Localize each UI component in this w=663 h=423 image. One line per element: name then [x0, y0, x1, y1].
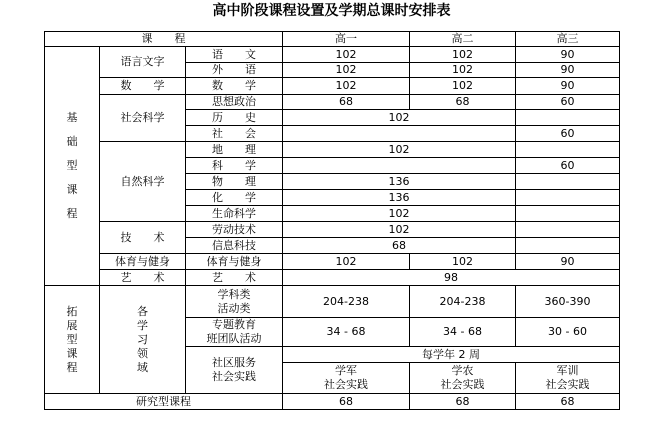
category-natural-science: 自然科学: [99, 141, 186, 222]
arts-hours: 98: [282, 269, 620, 286]
research-grade2: 68: [409, 393, 516, 410]
politics-grade3: 60: [515, 94, 620, 110]
politics-grade1: 68: [282, 94, 410, 110]
geography-grade1-2: 102: [282, 141, 516, 158]
subject-labor-tech: 劳动技术: [185, 221, 283, 238]
extended-courses-label: 拓 展 型 课 程: [44, 285, 100, 394]
chemistry-grade3: [515, 189, 620, 206]
research-grade1: 68: [282, 393, 410, 410]
info-tech-grade3: [515, 237, 620, 254]
header-grade1: 高一: [282, 31, 410, 47]
subject-info-tech: 信息科技: [185, 237, 283, 254]
science-grade3: 60: [515, 157, 620, 174]
header-grade3: 高三: [515, 31, 620, 47]
category-social-science: 社会科学: [99, 94, 186, 142]
subject-physics: 物 理: [185, 173, 283, 190]
politics-grade2: 68: [409, 94, 516, 110]
physics-grade3: [515, 173, 620, 190]
subject-chinese: 语 文: [185, 46, 283, 63]
subject-history: 历 史: [185, 109, 283, 126]
subject-activity-grade2: 204-238: [409, 285, 516, 318]
history-grade3: [515, 109, 620, 126]
community-grade1: 学军 社会实践: [282, 362, 410, 394]
subject-biology: 生命科学: [185, 205, 283, 222]
subject-science: 科 学: [185, 157, 283, 174]
science-grade1-2: [282, 157, 516, 174]
subject-activity-type: 学科类 活动类: [185, 285, 283, 318]
research-courses: 研究型课程: [44, 393, 283, 410]
subject-arts: 艺 术: [185, 269, 283, 286]
society-grade3: 60: [515, 125, 620, 142]
category-arts: 艺 术: [99, 269, 186, 286]
community-grade3: 军训 社会实践: [515, 362, 620, 394]
math-grade2: 102: [409, 77, 516, 95]
topic-club-grade3: 30 - 60: [515, 317, 620, 347]
pe-grade1: 102: [282, 253, 410, 270]
chinese-grade2: 102: [409, 46, 516, 63]
category-pe: 体育与健身: [99, 253, 186, 270]
math-grade3: 90: [515, 77, 620, 95]
all-learning-domains: 各 学 习 领 域: [99, 285, 186, 394]
header-course: 课 程: [44, 31, 283, 47]
topic-club-grade2: 34 - 68: [409, 317, 516, 347]
community-service-practice: 社区服务 社会实践: [185, 346, 283, 394]
pe-grade2: 102: [409, 253, 516, 270]
subject-geography: 地 理: [185, 141, 283, 158]
category-language: 语言文字: [99, 46, 186, 78]
subject-math: 数 学: [185, 77, 283, 95]
foreign-grade1: 102: [282, 62, 410, 78]
subject-activity-grade1: 204-238: [282, 285, 410, 318]
community-per-year: 每学年 2 周: [282, 346, 620, 363]
header-grade2: 高二: [409, 31, 516, 47]
chemistry-hours: 136: [282, 189, 516, 206]
biology-grade3: [515, 205, 620, 222]
community-grade2: 学农 社会实践: [409, 362, 516, 394]
topic-club-grade1: 34 - 68: [282, 317, 410, 347]
pe-grade3: 90: [515, 253, 620, 270]
subject-activity-grade3: 360-390: [515, 285, 620, 318]
foreign-grade3: 90: [515, 62, 620, 78]
math-grade1: 102: [282, 77, 410, 95]
society-grade1-2: [282, 125, 516, 142]
research-grade3: 68: [515, 393, 620, 410]
topic-club-activities: 专题教育 班团队活动: [185, 317, 283, 347]
labor-tech-grade3: [515, 221, 620, 238]
basic-courses-label: 基 础 型 课 程: [44, 46, 100, 286]
history-grade1-2: 102: [282, 109, 516, 126]
category-math: 数 学: [99, 77, 186, 95]
subject-pe: 体育与健身: [185, 253, 283, 270]
info-tech-hours: 68: [282, 237, 516, 254]
foreign-grade2: 102: [409, 62, 516, 78]
subject-politics: 思想政治: [185, 94, 283, 110]
subject-foreign-language: 外 语: [185, 62, 283, 78]
chinese-grade1: 102: [282, 46, 410, 63]
physics-hours: 136: [282, 173, 516, 190]
geography-grade3: [515, 141, 620, 158]
table-title: 高中阶段课程设置及学期总课时安排表: [212, 3, 451, 19]
biology-hours: 102: [282, 205, 516, 222]
subject-chemistry: 化 学: [185, 189, 283, 206]
category-technology: 技 术: [99, 221, 186, 254]
labor-tech-hours: 102: [282, 221, 516, 238]
subject-society: 社 会: [185, 125, 283, 142]
chinese-grade3: 90: [515, 46, 620, 63]
